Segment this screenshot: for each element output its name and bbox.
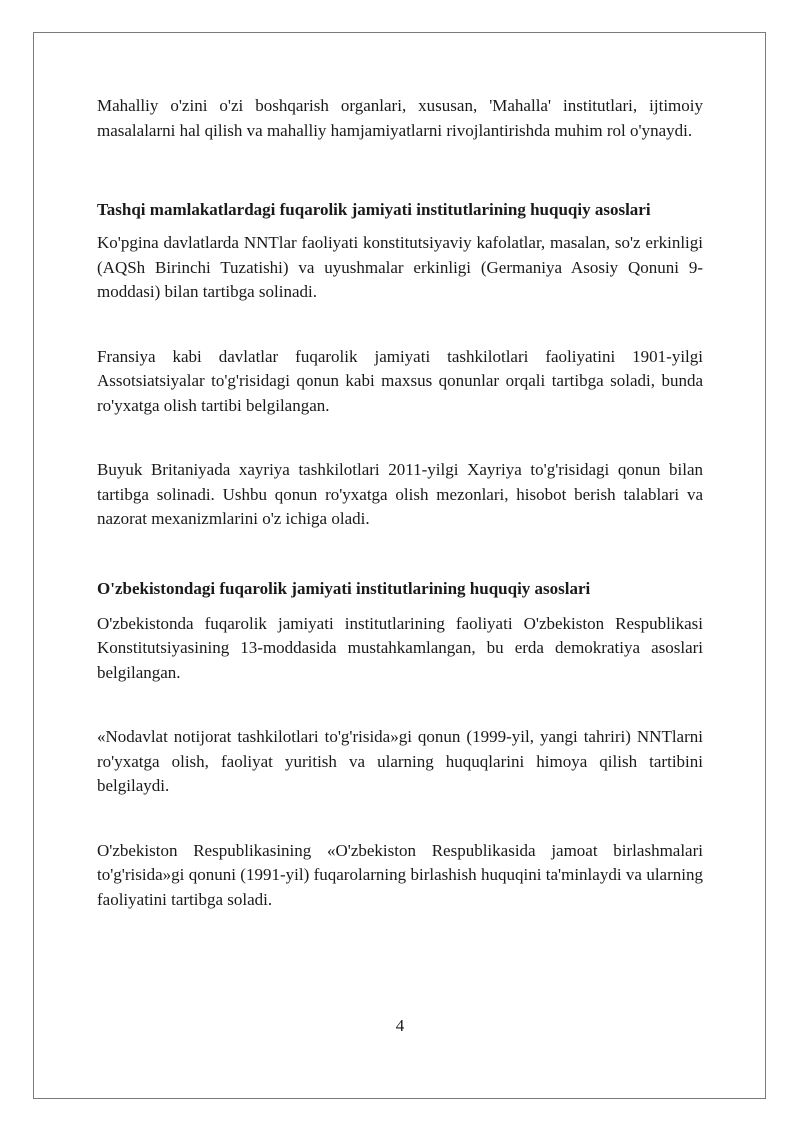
page-number: 4	[395, 1016, 405, 1035]
paragraph: Ko'pgina davlatlarda NNTlar faoliyati konstitutsiyaviy kafolatlar, masalan, so'z erkinligi (AQSh Birinchi Tuzatishi) va uyushmalar erkinligi (Germaniya Asosiy Qonuni 9-moddasi) bilan tartibga solinadi.	[97, 233, 703, 301]
section-heading: Tashqi mamlakatlardagi fuqarolik jamiyati institutlarining huquqiy asoslari	[97, 200, 651, 219]
paragraph: «Nodavlat notijorat tashkilotlari to'g'risida»gi qonun (1999-yil, yangi tahriri) NNTlarni ro'yxatga olish, faoliyat yuritish va ularning huquqlarini himoya qilish tartibini belgilaydi.	[97, 727, 703, 795]
paragraph: Mahalliy o'zini o'zi boshqarish organlari, xususan, 'Mahalla' institutlari, ijtimoiy masalalarni hal qilish va mahalliy hamjamiyatlarni rivojlantirishda muhim rol o'ynaydi.	[97, 96, 703, 140]
section-heading: O'zbekistondagi fuqarolik jamiyati institutlarining huquqiy asoslari	[97, 578, 591, 598]
document-body	[97, 94, 703, 912]
paragraph: O'zbekistonda fuqarolik jamiyati institutlarining faoliyati O'zbekiston Respublikasi Konstitutsiyasining 13-moddasida mustahkamlangan, bu erda demokratiya asoslari belgilangan.	[97, 613, 703, 682]
paragraph: Buyuk Britaniyada xayriya tashkilotlari 2011-yilgi Xayriya to'g'risidagi qonun bilan tartibga solinadi. Ushbu qonun ro'yxatga olish mezonlari, hisobot berish talablari va nazorat mexanizmlarini o'z ichiga oladi.	[97, 460, 703, 528]
paragraph: O'zbekiston Respublikasining «O'zbekiston Respublikasida jamoat birlashmalari to'g'risida»gi qonuni (1991-yil) fuqarolarning birlashish huquqini ta'minlaydi va ularning faoliyatini tartibga soladi.	[97, 840, 703, 909]
paragraph: Fransiya kabi davlatlar fuqarolik jamiyati tashkilotlari faoliyatini 1901-yilgi Assotsiatsiyalar to'g'risidagi qonun kabi maxsus qonunlar orqali tartibga soladi, bunda ro'yxatga olish tartibi belgilangan.	[97, 346, 703, 415]
